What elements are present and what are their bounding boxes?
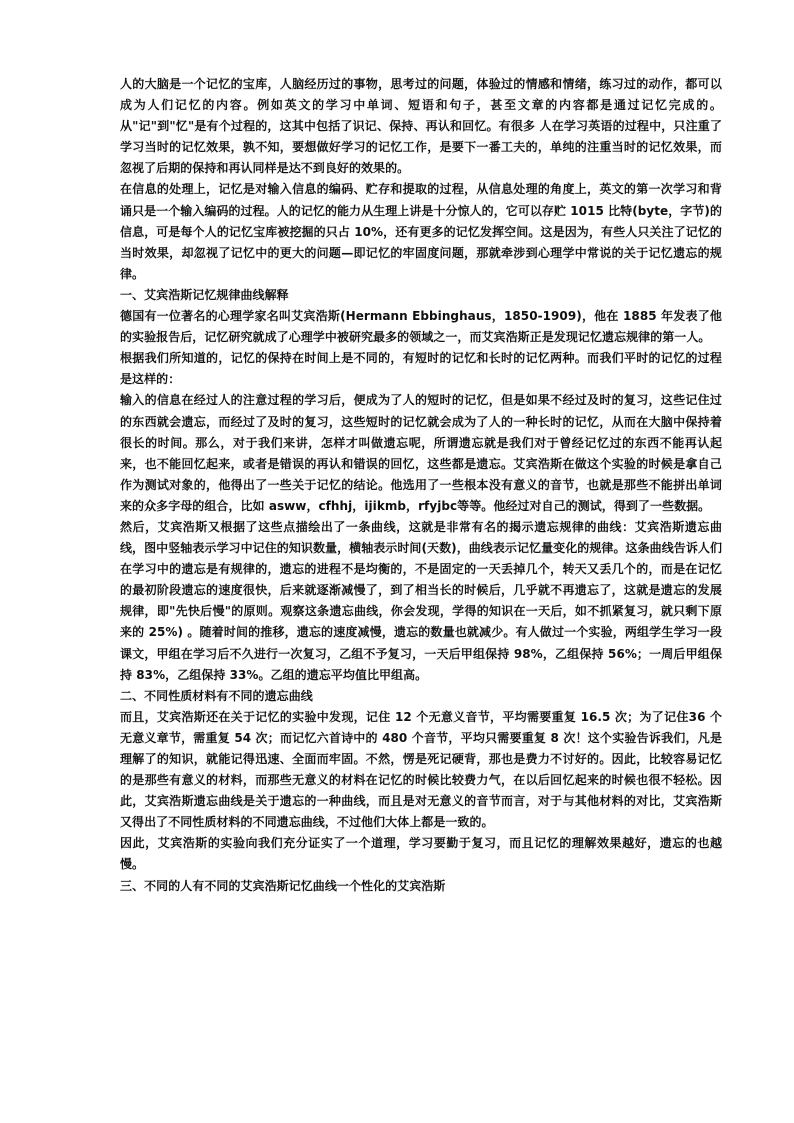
paragraph-forgetting-process: 输入的信息在经过人的注意过程的学习后，便成为了人的短时的记忆，但是如果不经过及时的复习，这些记住过的东西就会遗忘，而经过了及时的复习，这些短时的记忆就会成为了人的一种长时的记忆，从而在大脑中保持着很长的时间。那么，对于我们来讲，怎样才叫做遗忘呢，所谓遗忘就是我们对于曾经记忆过的东西不能再认起来，也不能回忆起来，或者是错误的再认和错误的回忆，这些都是遗忘。艾宾浩斯在做这个实验的时候是拿自己作为测试对象的，他得出了一些关于记忆的结论。他选用了一些根本没有意义的音节，也就是那些不能拼出单词来的众多字母的组合，比如 asww，cfhhj，ijikmb，rfyjbc等等。他经过对自己的测试，得到了一些数据。 bbox=[120, 393, 722, 513]
document-page bbox=[120, 74, 722, 897]
section-heading-3: 三、不同的人有不同的艾宾浩斯记忆曲线一个性化的艾宾浩斯 bbox=[120, 878, 446, 893]
paragraph-forgetting-curve: 然后，艾宾浩斯又根据了这些点描绘出了一条曲线，这就是非常有名的揭示遗忘规律的曲线：艾宾浩斯遗忘曲线，图中竖轴表示学习中记住的知识数量，横轴表示时间(天数)，曲线表示记忆量变化的规律。这条曲线告诉人们在学习中的遗忘是有规律的，遗忘的进程不是均衡的，不是固定的一天丢掉几个，转天又丢几个的，而是在记忆的最初阶段遗忘的速度很快，后来就逐渐减慢了，到了相当长的时候后，几乎就不再遗忘了，这就是遗忘的发展规律，即"先快后慢"的原则。观察这条遗忘曲线，你会发现，学得的知识在一天后，如不抓紧复习，就只剩下原来的 25%) 。随着时间的推移，遗忘的速度减慢，遗忘的数量也就减少。有人做过一个实验，两组学生学习一段课文，甲组在学习后不久进行一次复习，乙组不予复习，一天后甲组保持 98%，乙组保持 56%；一周后甲组保持 83%，乙组保持 33%。乙组的遗忘平均值比甲组高。 bbox=[120, 519, 722, 682]
paragraph-conclusion: 因此，艾宾浩斯的实验向我们充分证实了一个道理，学习要勤于复习，而且记忆的理解效果越好，遗忘的也越慢。 bbox=[120, 836, 722, 872]
section-heading-1: 一、艾宾浩斯记忆规律曲线解释 bbox=[120, 287, 289, 302]
section-heading-2: 二、不同性质材料有不同的遗忘曲线 bbox=[120, 688, 313, 703]
paragraph-information-processing: 在信息的处理上，记忆是对输入信息的编码、贮存和提取的过程，从信息处理的角度上，英文的第一次学习和背诵只是一个输入编码的过程。人的记忆的能力从生理上讲是十分惊人的，它可以存贮 1015 比特(byte，字节)的信息，可是每个人的记忆宝库被挖掘的只占 10%，还有更多的记忆发挥空间。这是因为，有些人只关注了记忆的当时效果，却忽视了记忆中的更大的问题—即记忆的牢固度问题，那就牵涉到心理学中常说的关于记忆遗忘的规律。 bbox=[120, 182, 722, 281]
paragraph-memory-treasury: 人的大脑是一个记忆的宝库，人脑经历过的事物，思考过的问题，体验过的情感和情绪，练习过的动作，都可以成为人们记忆的内容。例如英文的学习中单词、短语和句子，甚至文章的内容都是通过记忆完成的。从"记"到"忆"是有个过程的，这其中包括了识记、保持、再认和回忆。有很多 人在学习英语的过程中，只注重了学习当时的记忆效果，孰不知，要想做好学习的记忆工作，是要下一番工夫的，单纯的注重当时的记忆效果，而忽视了后期的保持和再认同样是达不到良好的效果的。 bbox=[120, 77, 722, 176]
paragraph-material-types: 而且，艾宾浩斯还在关于记忆的实验中发现，记住 12 个无意义音节，平均需要重复 16.5 次；为了记住36 个无意义章节，需重复 54 次；而记忆六首诗中的 480 个音节，平均只需要重复 8 次！这个实验告诉我们，凡是理解了的知识，就能记得迅速、全面而牢固。不然，愣是死记硬背，那也是费力不讨好的。因此，比较容易记忆的是那些有意义的材料，而那些无意义的材料在记忆的时候比较费力气，在以后回忆起来的时候也很不轻松。因此，艾宾浩斯遗忘曲线是关于遗忘的一种曲线，而且是对无意义的音节而言，对于与其他材料的对比，艾宾浩斯又得出了不同性质材料的不同遗忘曲线，不过他们大体上都是一致的。 bbox=[120, 709, 722, 830]
paragraph-ebbinghaus-intro: 德国有一位著名的心理学家名叫艾宾浩斯(Hermann Ebbinghaus，1850-1909)，他在 1885 年发表了他的实验报告后，记忆研究就成了心理学中被研究最多的领域之一，而艾宾浩斯正是发现记忆遗忘规律的第一人。 bbox=[120, 309, 722, 345]
paragraph-memory-types: 根据我们所知道的，记忆的保持在时间上是不同的，有短时的记忆和长时的记忆两种。而我们平时的记忆的过程是这样的： bbox=[120, 351, 722, 387]
